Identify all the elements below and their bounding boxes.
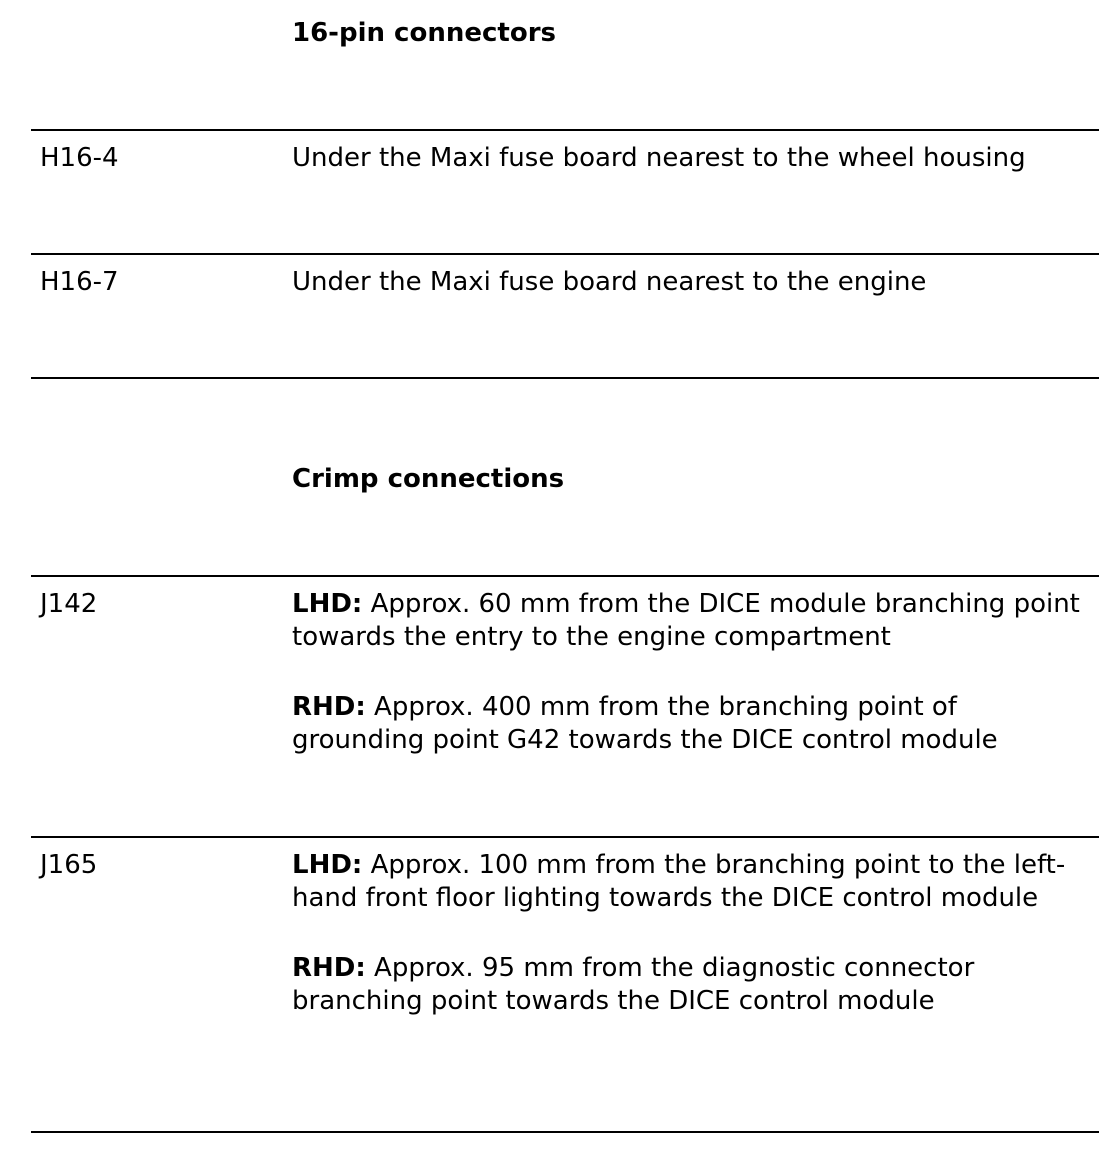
- connector-location: [292, 142, 1092, 175]
- connector-code: H16-4: [40, 143, 119, 173]
- table-divider: [31, 1131, 1099, 1133]
- location-text: Under the Maxi fuse board nearest to the wheel housing: [292, 143, 1026, 173]
- location-label: LHD:: [292, 589, 363, 619]
- table-divider: [31, 575, 1099, 577]
- location-paragraph: [292, 952, 1092, 1018]
- location-text: Approx. 100 mm from the branching point to the left-hand front floor lighting towards the DICE control module: [292, 850, 1066, 913]
- section-heading-crimp-connections: Crimp connections: [292, 464, 565, 494]
- location-text: Under the Maxi fuse board nearest to the engine: [292, 267, 927, 297]
- location-text: Approx. 60 mm from the DICE module branching point towards the entry to the engine compartment: [292, 589, 1080, 652]
- connector-code: J142: [40, 589, 98, 619]
- location-text: Approx. 400 mm from the branching point of grounding point G42 towards the DICE control module: [292, 692, 998, 755]
- location-paragraph: [292, 691, 1092, 757]
- location-paragraph: [292, 849, 1092, 915]
- location-paragraph: [292, 266, 1092, 299]
- connector-code: J165: [40, 850, 98, 880]
- location-paragraph: [292, 142, 1092, 175]
- table-divider: [31, 253, 1099, 255]
- connector-location: [292, 849, 1092, 1018]
- location-label: LHD:: [292, 850, 363, 880]
- table-divider: [31, 836, 1099, 838]
- table-divider: [31, 377, 1099, 379]
- location-label: RHD:: [292, 953, 366, 983]
- section-heading-16-pin-connectors: 16-pin connectors: [292, 18, 556, 48]
- connector-location: [292, 266, 1092, 299]
- table-divider: [31, 129, 1099, 131]
- connector-code: H16-7: [40, 267, 119, 297]
- location-paragraph: [292, 588, 1092, 654]
- location-text: Approx. 95 mm from the diagnostic connector branching point towards the DICE control module: [292, 953, 975, 1016]
- location-label: RHD:: [292, 692, 366, 722]
- connector-location: [292, 588, 1092, 757]
